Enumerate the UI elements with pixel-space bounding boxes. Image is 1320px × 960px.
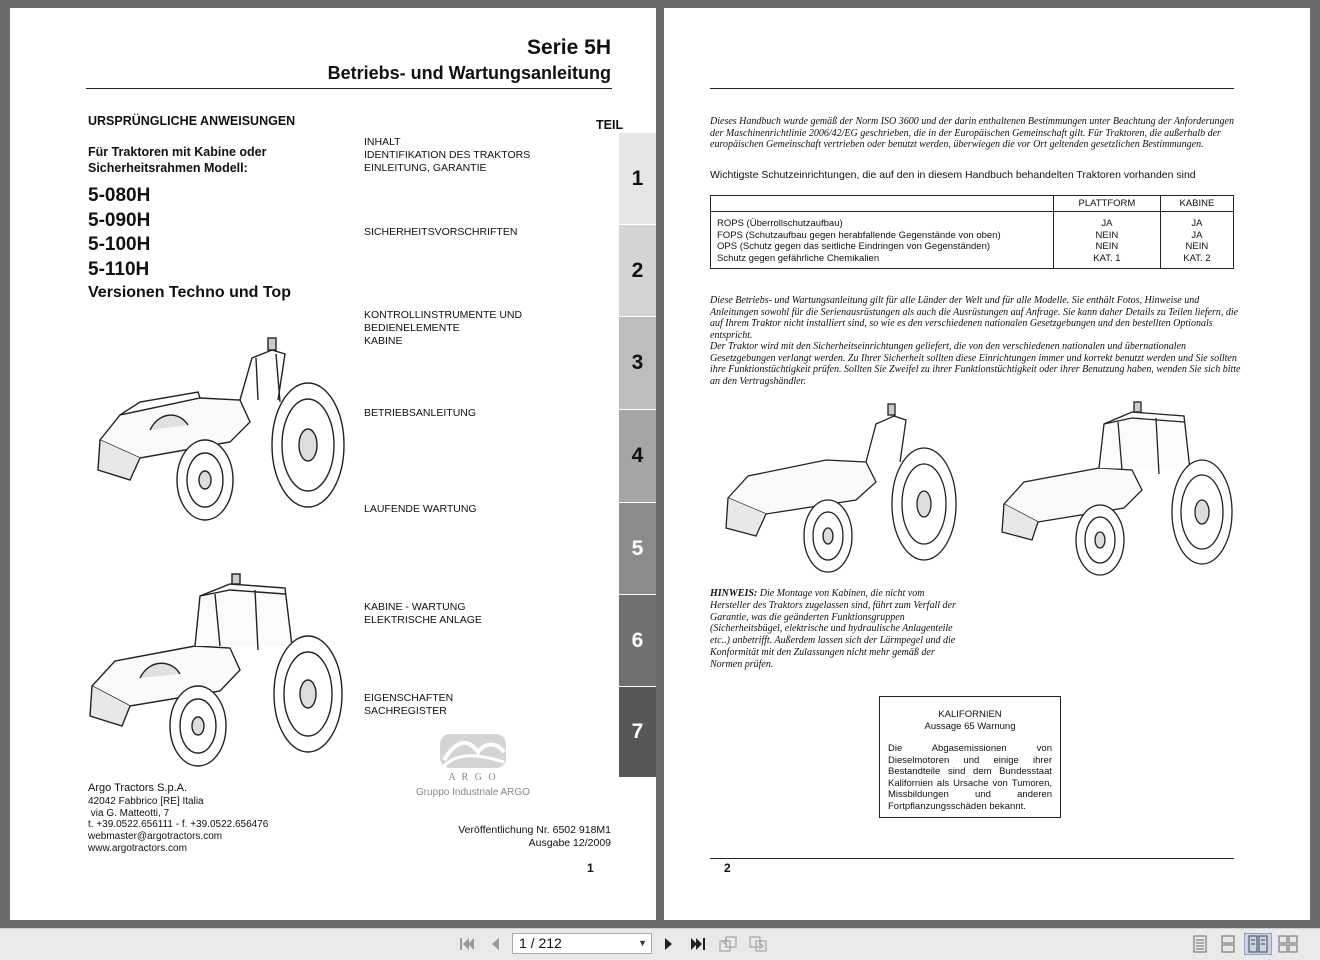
model-label: 5-110H	[88, 259, 150, 280]
protection-devices-caption: Wichtigste Schutzeinrichtungen, die auf den in diesem Handbuch behandelten Traktoren vorhanden sind	[710, 169, 1196, 181]
warning-title: KALIFORNIEN	[938, 709, 1002, 720]
safety-devices-paragraph: Der Traktor wird mit den Sicherheitseinrichtungen geliefert, die von den verschiedenen nationalen und übernationalen Gesetzgebungen verlangt werden. Zu Ihrer Sicherheit sollten diese Einrichtungen immer und korrekt benutzt werden und Sie sollten ihre Funktionstüchtigkeit prüfen. Sollten Sie Zweifel zu ihrer Funktionstüchtigkeit oder ihrer Benutzung haben, wenden Sie sich bitte an den Vertragshändler.	[710, 341, 1241, 387]
table-cell: NEIN	[1185, 241, 1209, 252]
toc-line: EINLEITUNG, GARANTIE	[364, 162, 487, 174]
first-page-button[interactable]	[456, 933, 478, 955]
chevron-down-icon: ▼	[638, 938, 647, 948]
table-body-row	[711, 212, 1234, 269]
toc-line: SACHREGISTER	[364, 705, 447, 717]
table-cell: ROPS (Überrollschutzaufbau)	[717, 218, 843, 229]
table-header-cell	[711, 196, 1054, 212]
website-link[interactable]: www.argotractors.com	[88, 843, 187, 854]
header-rule	[710, 88, 1234, 89]
table-cell: JA	[1101, 218, 1113, 229]
address-line: via G. Matteotti, 7	[88, 808, 170, 819]
protection-table	[710, 195, 1234, 269]
part-label: TEIL	[596, 118, 624, 132]
argo-logo	[438, 730, 508, 770]
table-cell: NEIN	[1095, 241, 1119, 252]
logo-tagline: Gruppo Industriale ARGO	[416, 787, 530, 798]
table-header-cell: PLATTFORM	[1054, 196, 1161, 212]
model-label: 5-100H	[88, 234, 151, 255]
toc-section-7[interactable]	[364, 692, 453, 718]
model-label: 5-080H	[88, 185, 151, 206]
edition: Ausgabe 12/2009	[528, 837, 611, 849]
warning-text: Die Abgasemissionen von Dieselmotoren und einige ihrer Bestandteile sind dem Bundesstaat Kalifornien als Ursache von Tumoren, Missbildungen und anderen Fortpflanzungsschäden bekannt.	[888, 743, 1052, 812]
toc-section-6[interactable]	[364, 601, 482, 627]
last-page-icon	[690, 937, 706, 951]
toc-line: EIGENSCHAFTEN	[364, 692, 454, 704]
versions-label: Versionen Techno und Top	[88, 284, 291, 301]
table-cell: KAT. 1	[1093, 252, 1121, 264]
document-page-right	[664, 8, 1310, 920]
series-title: Serie 5H	[526, 36, 611, 59]
previous-page-icon	[489, 937, 501, 951]
phone-line: t. +39.0522.656111 - f. +39.0522.656476	[88, 819, 269, 830]
tab-number: 4	[631, 444, 644, 467]
toc-section-5[interactable]	[364, 503, 477, 516]
tab-number: 1	[631, 166, 644, 190]
previous-view-icon	[718, 935, 738, 953]
tab-number: 6	[631, 628, 644, 652]
note-label: HINWEIS:	[710, 588, 758, 599]
note-paragraph	[710, 588, 960, 671]
california-warning-box	[879, 696, 1061, 818]
two-page-icon	[1248, 935, 1268, 953]
single-page-icon	[1192, 935, 1208, 953]
toc-line: IDENTIFIKATION DES TRAKTORS	[364, 149, 531, 161]
two-page-continuous-icon	[1278, 935, 1298, 953]
part-tab-7[interactable]	[619, 686, 656, 777]
table-cell: OPS (Schutz gegen das seitliche Eindringen von Gegenständen)	[717, 241, 991, 252]
manual-subtitle: Betriebs- und Wartungsanleitung	[327, 63, 611, 83]
toc-section-3[interactable]	[364, 309, 522, 348]
first-page-icon	[459, 937, 475, 951]
table-cell: Schutz gegen gefährliche Chemikalien	[717, 252, 880, 264]
tab-number: 7	[631, 720, 644, 743]
email-link[interactable]: webmaster@argotractors.com	[88, 831, 223, 842]
toc-section-2[interactable]	[364, 226, 517, 239]
tab-number: 2	[631, 258, 644, 282]
page-number-value: 1 / 212	[519, 935, 562, 951]
applies-to-line-2: Sicherheitsrahmen Modell:	[88, 161, 248, 175]
page-number: 1	[587, 861, 594, 875]
toc-line: INHALT	[364, 136, 401, 148]
intro-paragraph: Dieses Handbuch wurde gemäß der Norm ISO 3600 und der darin enthaltenen Bestimmungen unter Beachtung der Anforderungen der Maschinenrichtlinie 2006/42/EG geschrieben, die in der Europäischen Gemeinschaft gilt. Für Traktoren, die außerhalb der europäischen Gemeinschaft vertrieben oder benutzt werden, überwiegen die vor Ort geltenden gesetzlichen Bestimmungen.	[710, 116, 1234, 151]
last-page-button[interactable]	[686, 933, 710, 955]
table-cell: NEIN	[1095, 229, 1119, 241]
logo-wordmark: A R G O	[448, 772, 498, 783]
toc-line: KABINE - WARTUNG	[364, 601, 466, 613]
part-tab-3[interactable]	[619, 316, 656, 409]
toc-section-4[interactable]	[364, 407, 476, 420]
tractor-cabin-illustration	[80, 566, 350, 776]
table-cell: FOPS (Schutzaufbau gegen herabfallende Gegenstände von oben)	[717, 229, 1001, 241]
part-tab-1[interactable]	[619, 132, 656, 224]
table-header-row	[711, 196, 1234, 212]
applicability-paragraph: Diese Betriebs- und Wartungsanleitung gilt für alle Länder der Welt und für alle Modelle. Sie enthält Fotos, Hinweise und Anleitungen sowohl für die Serienausrüstungen als auch die Ausrüstungen auf Anfrage. Sie kann daher Details zu Teilen liefern, die auf Ihrem Traktor nicht installiert sind, so wie es den verschiedenen nationalen Gesetzgebungen und den bestellten Optionals entspricht.	[710, 295, 1239, 341]
toc-section-1[interactable]	[364, 136, 530, 175]
header-rule	[86, 88, 612, 89]
tractor-platform-illustration	[716, 398, 966, 578]
table-cell: JA	[1191, 218, 1203, 229]
footer-rule	[710, 858, 1234, 859]
warning-subtitle: Aussage 65 Warnung	[924, 720, 1016, 732]
next-page-button[interactable]	[658, 933, 680, 955]
next-view-button[interactable]	[746, 933, 770, 955]
toc-line: KABINE	[364, 335, 403, 347]
part-tab-6[interactable]	[619, 594, 656, 686]
address-line: 42042 Fabbrico [RE] Italia	[88, 796, 204, 807]
tab-number: 3	[631, 351, 644, 374]
publication-number: Veröffentlichung Nr. 6502 918M1	[458, 824, 611, 836]
next-page-icon	[663, 937, 675, 951]
single-page-view-button[interactable]	[1188, 933, 1212, 955]
two-page-continuous-button[interactable]	[1276, 933, 1300, 955]
previous-view-button[interactable]	[716, 933, 740, 955]
document-page-left	[10, 8, 656, 920]
tab-number: 5	[631, 536, 644, 560]
continuous-page-icon	[1220, 935, 1236, 953]
page-number-select[interactable]	[512, 933, 652, 954]
company-name: Argo Tractors S.p.A.	[88, 782, 188, 794]
page-number: 2	[724, 861, 731, 875]
part-tab-2[interactable]	[619, 224, 656, 316]
pdf-viewer-toolbar	[0, 928, 1320, 960]
two-page-view-button[interactable]	[1244, 933, 1272, 955]
applies-to-line-1: Für Traktoren mit Kabine oder	[88, 145, 267, 159]
toc-line: KONTROLLINSTRUMENTE UND	[364, 309, 523, 321]
continuous-view-button[interactable]	[1216, 933, 1240, 955]
next-view-icon	[748, 935, 768, 953]
toc-line: SICHERHEITSVORSCHRIFTEN	[364, 226, 518, 238]
table-cell: JA	[1191, 229, 1203, 241]
toc-line: LAUFENDE WARTUNG	[364, 503, 477, 515]
toc-line: ELEKTRISCHE ANLAGE	[364, 614, 482, 626]
original-instructions-heading: URSPRÜNGLICHE ANWEISUNGEN	[88, 114, 296, 128]
table-cell: KAT. 2	[1183, 252, 1211, 264]
part-tab-5[interactable]	[619, 502, 656, 594]
note-text: Die Montage von Kabinen, die nicht vom Hersteller des Traktors zugelassen sind, führt zum Verfall der Garantie, was die geänderten Funktionsgruppen (Sicherheitsbügel, elektrische und hydraulische Anlagenteile etc..) anbetrifft. Außerdem lassen sich der Lärmpegel und die Konformität mit den Zulassungen nicht mehr gemäß der Normen prüfen.	[710, 588, 956, 670]
toc-line: BEDIENELEMENTE	[364, 322, 460, 334]
previous-page-button[interactable]	[484, 933, 506, 955]
tractor-platform-illustration	[80, 330, 350, 530]
tractor-cabin-illustration	[994, 400, 1244, 580]
table-header-cell: KABINE	[1160, 196, 1233, 212]
model-label: 5-090H	[88, 210, 151, 231]
toc-line: BETRIEBSANLEITUNG	[364, 407, 477, 419]
part-tab-4[interactable]	[619, 409, 656, 502]
